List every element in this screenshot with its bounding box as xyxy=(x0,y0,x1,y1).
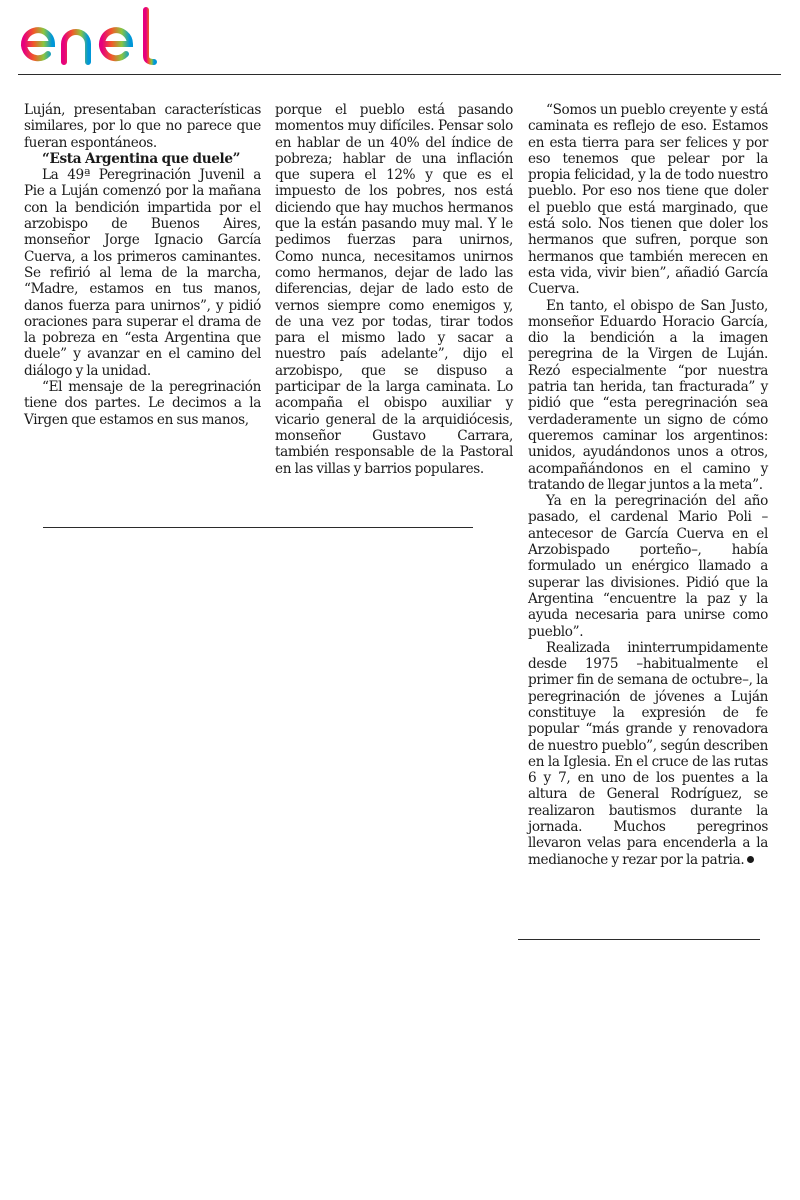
paragraph: porque el pueblo está pasando momentos muy difíciles. Pensar solo en hablar de un 40% del índice de pobreza; hablar de una inflación que supera el 12% y que es el impuesto de los pobres, nos está diciendo que hay muchos hermanos que la están pasando muy mal. Y le pedimos fuerzas para unirnos, Como nunca, necesitamos unirnos como hermanos, dejar de lado las diferencias, dejar de lado esto de vernos siempre como enemigos y, de una vez por todas, tirar todos para el mismo lado y sacar a nuestro país adelante”, dijo el arzobispo, que se dispuso a participar de la larga caminata. Lo acompaña el obispo auxiliar y vicario general de la arquidiócesis, monseñor Gustavo Carrara, también responsable de la Pastoral en las villas y barrios populares. xyxy=(275,102,513,477)
subheading: “Esta Argentina que duele” xyxy=(42,150,241,167)
end-mark-icon xyxy=(747,856,754,863)
paragraph: En tanto, el obispo de San Justo, monseñor Eduardo Horacio García, dio la bendición a la imagen peregrina de la Virgen de Luján. Rezó especialmente “por nuestra patria tan herida, tan fracturada” y pidió que “esta peregrinación sea verdaderamente un signo de cómo queremos caminar los argentinos: unidos, ayudándonos unos a otros, acompañándonos en el camino y tratando de llegar juntos a la meta”. xyxy=(528,297,768,493)
page-header xyxy=(0,0,800,76)
header-rule xyxy=(18,74,781,75)
paragraph-text: Realizada ininterrumpidamente desde 1975 –habitualmente el primer fin de semana de octubre–, la peregrinación de jóvenes a Luján constituye la expresión de fe popular “más grande y renovadora de nuestro pueblo”, según describen en la Iglesia. En el cruce de las rutas 6 y 7, en uno de los puentes a la altura de General Rodríguez, se realizaron bautismos durante la jornada. Muchos peregrinos llevaron velas para encenderla a la medianoche y rezar por la patria. xyxy=(528,639,768,868)
article-column-1 xyxy=(24,102,261,428)
divider-rule xyxy=(43,527,473,528)
paragraph: “Somos un pueblo creyente y está caminata es reflejo de eso. Estamos en esta tierra para ser felices y por eso tenemos que pelear por la propia felicidad, y la de todo nuestro pueblo. Por eso nos tiene que doler el pueblo que está marginado, que está solo. Nos tienen que doler los hermanos que sufren, porque son hermanos que también merecen en esta vida, vivir bien”, añadió García Cuerva. xyxy=(528,102,768,298)
divider-rule xyxy=(518,939,760,940)
paragraph: Ya en la peregrinación del año pasado, el cardenal Mario Poli –antecesor de García Cuerva en el Arzobispado porteño–, había formulado un enérgico llamado a superar las divisiones. Pidió que la Argentina “encuentre la paz y la ayuda necesaria para unirse como pueblo”. xyxy=(528,493,768,640)
paragraph: La 49ª Peregrinación Juvenil a Pie a Luján comenzó por la mañana con la bendición impartida por el arzobispo de Buenos Aires, monseñor Jorge Ignacio García Cuerva, a los primeros caminantes. Se refirió al lema de la marcha, “Madre, estamos en tus manos, danos fuerza para unirnos”, y pidió oraciones para superar el drama de la pobreza en “esta Argentina que duele” y avanzar en el camino del diálogo y la unidad. xyxy=(24,167,261,379)
paragraph: Luján, presentaban características similares, por lo que no parece que fueran espontáneos. xyxy=(24,102,261,151)
paragraph: “El mensaje de la peregrinación tiene dos partes. Le decimos a la Virgen que estamos en sus manos, xyxy=(24,379,261,428)
enel-logo xyxy=(18,6,178,66)
article-column-3 xyxy=(528,102,768,868)
paragraph xyxy=(528,640,768,868)
article-column-2 xyxy=(275,102,513,477)
